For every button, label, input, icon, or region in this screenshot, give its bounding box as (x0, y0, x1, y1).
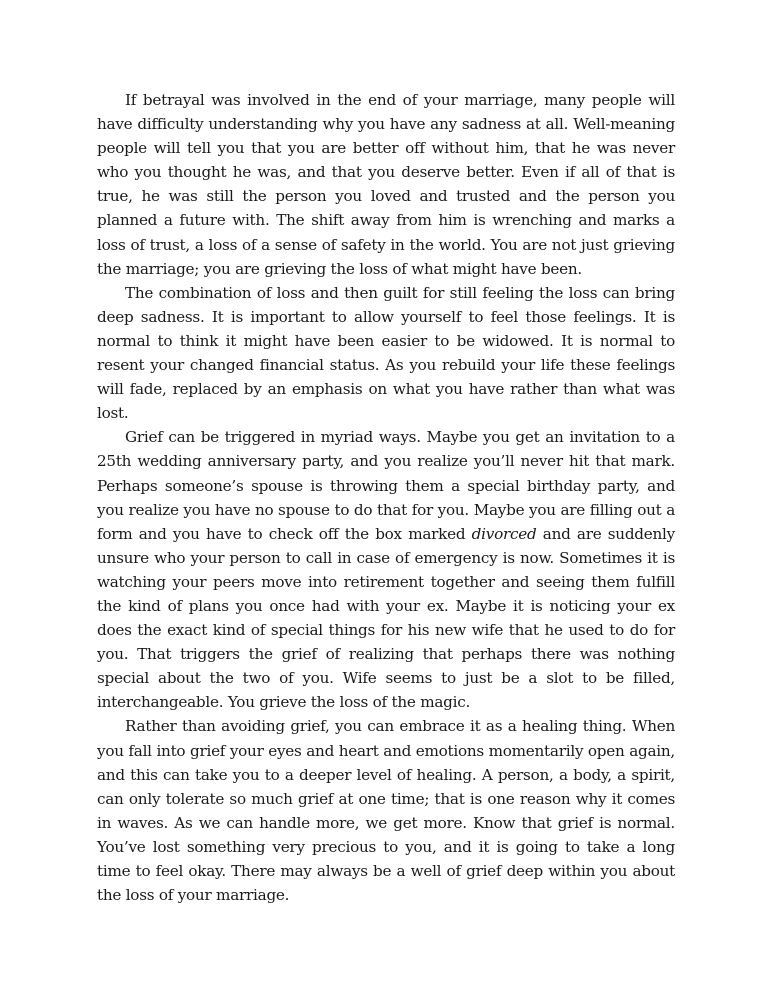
paragraph-3 (97, 425, 675, 714)
paragraph-3-text-a: Grief can be triggered in myriad ways. Maybe you get an invitation to a 25th wedding anniversary party, and you realize you’ll never hit that mark. Perhaps someone’s spouse is throwing them a special birthday party, and you realize you have no spouse to do that for you. Maybe you are filling out a form and you have to check off the box marked (97, 428, 675, 543)
paragraph-2-text: The combination of loss and then guilt for still feeling the loss can bring deep sadness. It is important to allow yourself to feel those feelings. It is normal to think it might have been easier to be widowed. It is normal to resent your changed financial status. As you rebuild your life these feelings will fade, replaced by an emphasis on what you have rather than what was lost. (97, 283, 675, 423)
paragraph-3-text-b: and are suddenly unsure who your person to call in case of emergency is now. Sometimes it is watching your peers move into retirement together and seeing them fulfill the kind of plans you once had with your ex. Maybe it is noticing your ex does the exact kind of special things for his new wife that he used to do for you. That triggers the grief of realizing that perhaps there was nothing special about the two of you. Wife seems to just be a slot to be filled, interchangeable. You grieve the loss of the magic. (97, 524, 675, 712)
paragraph-4-text: Rather than avoiding grief, you can embrace it as a healing thing. When you fall into grief your eyes and heart and emotions momentarily open again, and this can take you to a deeper level of healing. A person, a body, a spirit, can only tolerate so much grief at one time; that is one reason why it comes in waves. As we can handle more, we get more. Know that grief is normal. You’ve lost something very precious to you, and it is going to take a long time to feel okay. There may always be a well of grief deep within you about the loss of your marriage. (97, 717, 675, 905)
paragraph-4 (97, 714, 675, 907)
paragraph-1-text: If betrayal was involved in the end of your marriage, many people will have difficulty understanding why you have any sadness at all. Well-meaning people will tell you that you are better off without him, that he was never who you thought he was, and that you deserve better. Even if all of that is true, he was still the person you loved and trusted and the person you planned a future with. The shift away from him is wrenching and marks a loss of trust, a loss of a sense of safety in the world. You are not just grieving the marriage; you are grieving the loss of what might have been. (97, 91, 675, 278)
paragraph-3-italic-term: divorced (471, 524, 537, 543)
paragraph-1 (97, 88, 675, 281)
paragraph-2 (97, 281, 675, 426)
document-body (97, 88, 675, 907)
